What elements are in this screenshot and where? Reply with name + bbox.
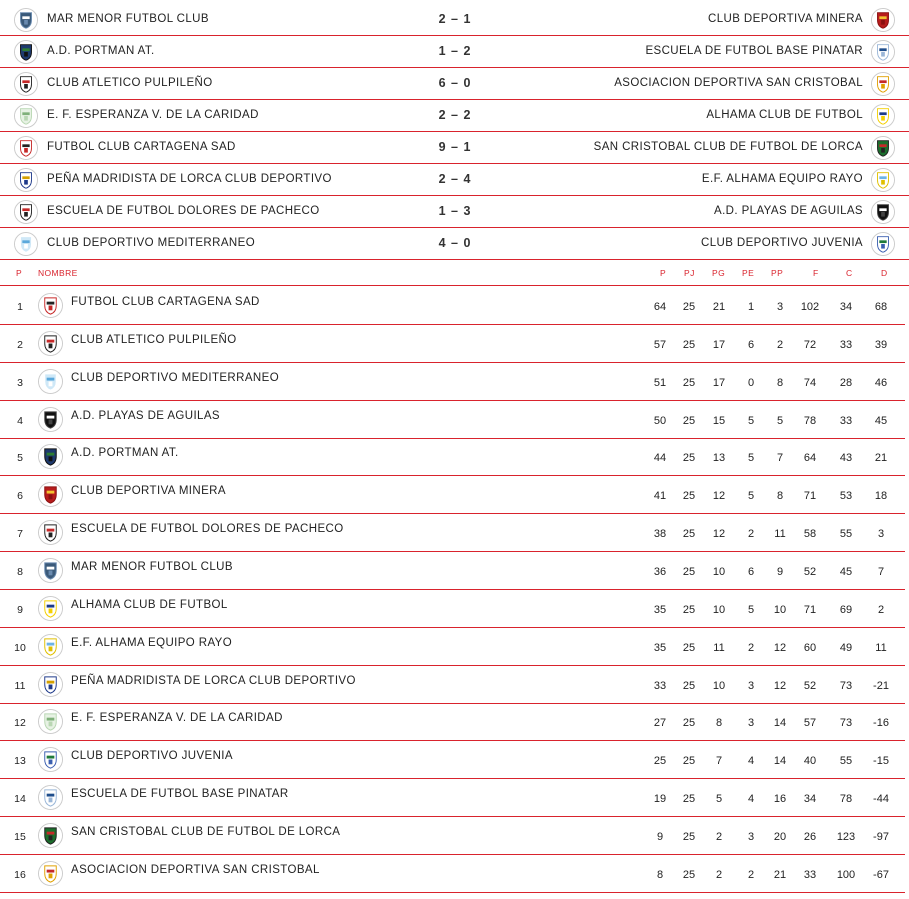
match-score[interactable]: 1 – 2 [438, 44, 472, 58]
stat-d: 45 [874, 414, 888, 427]
stat-c: 123 [836, 830, 856, 843]
home-team-name[interactable]: ESCUELA DE FUTBOL DOLORES DE PACHECO [47, 205, 320, 217]
header-pe: PE [742, 268, 755, 278]
standings-row[interactable] [0, 666, 905, 704]
standings-row[interactable] [0, 401, 905, 439]
standings-row[interactable] [0, 779, 905, 817]
stat-p: 50 [653, 414, 667, 427]
home-team-name[interactable]: PEÑA MADRIDISTA DE LORCA CLUB DEPORTIVO [47, 173, 332, 185]
cartagena-crest-icon [38, 293, 63, 318]
stat-pg: 15 [712, 414, 726, 427]
stat-pe: 6 [747, 565, 755, 578]
stat-d: 7 [877, 565, 885, 578]
header-pos: P [16, 268, 23, 278]
mediterraneo-crest-icon [14, 232, 38, 256]
team-name[interactable]: CLUB DEPORTIVO MEDITERRANEO [71, 371, 280, 384]
header-name: NOMBRE [38, 268, 78, 278]
home-team-name[interactable]: MAR MENOR FUTBOL CLUB [47, 13, 209, 25]
standings-row[interactable] [0, 514, 905, 552]
stat-d: -97 [873, 830, 889, 843]
san-cristobal-lorca-crest-icon [38, 823, 63, 848]
stat-d: 3 [877, 528, 885, 541]
dolores-pacheco-crest-icon [38, 520, 63, 545]
portman-crest-icon [38, 444, 63, 469]
stat-pp: 3 [776, 301, 784, 313]
alhama-crest-icon [38, 596, 63, 621]
stat-c: 73 [839, 717, 853, 730]
stat-p: 38 [653, 528, 667, 541]
stat-pj: 25 [682, 717, 696, 730]
match-score[interactable]: 2 – 1 [438, 12, 472, 26]
minera-crest-icon [871, 8, 895, 32]
stat-f: 33 [803, 868, 817, 881]
stat-pg: 21 [712, 301, 726, 313]
team-name[interactable]: E. F. ESPERANZA V. DE LA CARIDAD [71, 712, 283, 725]
stat-pj: 25 [682, 452, 696, 465]
team-name[interactable]: CLUB DEPORTIVA MINERA [71, 485, 226, 498]
stat-pg: 10 [712, 679, 726, 692]
stat-pg: 7 [715, 755, 723, 768]
stat-c: 55 [839, 528, 853, 541]
home-team-name[interactable]: CLUB ATLETICO PULPILEÑO [47, 77, 213, 89]
stat-pg: 5 [715, 793, 723, 806]
esperanza-crest-icon [38, 709, 63, 734]
stat-pj: 25 [682, 830, 696, 843]
position: 12 [14, 717, 26, 730]
position: 3 [17, 376, 23, 389]
stat-pe: 6 [747, 338, 755, 351]
stat-p: 57 [653, 338, 667, 351]
pena-madridista-crest-icon [14, 168, 38, 192]
stat-d: 39 [874, 338, 888, 351]
away-team-name[interactable]: ESCUELA DE FUTBOL BASE PINATAR [645, 45, 863, 57]
stat-pe: 5 [747, 414, 755, 427]
standings-row[interactable] [0, 287, 905, 325]
match-row[interactable] [0, 100, 909, 132]
home-team-name[interactable]: FUTBOL CLUB CARTAGENA SAD [47, 141, 236, 153]
playas-aguilas-crest-icon [871, 200, 895, 224]
esperanza-crest-icon [14, 104, 38, 128]
san-cristobal-lorca-crest-icon [871, 136, 895, 160]
stat-c: 33 [839, 338, 853, 351]
team-name[interactable]: CLUB DEPORTIVO JUVENIA [71, 750, 233, 763]
juvenia-crest-icon [38, 747, 63, 772]
dolores-pacheco-crest-icon [14, 200, 38, 224]
position: 11 [14, 679, 26, 692]
pulpileno-crest-icon [14, 72, 38, 96]
stat-pj: 25 [682, 376, 696, 389]
stat-pj: 25 [682, 528, 696, 541]
stat-f: 60 [803, 641, 817, 654]
stat-p: 9 [656, 830, 664, 843]
stat-pg: 11 [713, 641, 725, 654]
stat-f: 71 [803, 603, 817, 616]
header-d: D [881, 268, 888, 278]
away-team-name[interactable]: CLUB DEPORTIVA MINERA [708, 13, 863, 25]
stat-pp: 11 [774, 528, 786, 541]
team-name[interactable]: CLUB ATLETICO PULPILEÑO [71, 333, 237, 346]
stat-pg: 12 [712, 528, 726, 541]
stat-f: 34 [803, 793, 817, 806]
team-name[interactable]: A.D. PORTMAN AT. [71, 447, 179, 460]
position: 8 [17, 565, 23, 578]
stat-pg: 17 [712, 376, 726, 389]
team-name[interactable]: E.F. ALHAMA EQUIPO RAYO [71, 636, 233, 649]
pena-madridista-crest-icon [38, 672, 63, 697]
stat-p: 51 [653, 376, 667, 389]
stat-c: 34 [839, 301, 853, 313]
pinatar-crest-icon [38, 785, 63, 810]
header-f: F [813, 268, 819, 278]
stat-c: 100 [836, 868, 856, 881]
stat-f: 40 [803, 755, 817, 768]
stat-p: 35 [653, 641, 667, 654]
match-row[interactable] [0, 36, 909, 68]
stat-p: 44 [653, 452, 667, 465]
header-pp: PP [771, 268, 784, 278]
position: 7 [17, 528, 23, 541]
stat-f: 72 [803, 338, 817, 351]
stat-pe: 3 [747, 679, 755, 692]
stat-pp: 8 [776, 376, 784, 389]
match-score[interactable]: 2 – 4 [438, 172, 472, 186]
stat-d: 18 [874, 490, 888, 503]
stat-pe: 0 [747, 376, 755, 389]
stat-pe: 2 [747, 528, 755, 541]
stat-d: 11 [875, 641, 887, 654]
stat-pe: 3 [747, 717, 755, 730]
match-row[interactable] [0, 132, 909, 164]
home-team-name[interactable]: A.D. PORTMAN AT. [47, 45, 155, 57]
san-cristobal-crest-icon [871, 72, 895, 96]
match-score[interactable]: 4 – 0 [438, 236, 472, 250]
match-row[interactable] [0, 196, 909, 228]
stat-c: 28 [839, 376, 853, 389]
position: 15 [14, 830, 26, 843]
position: 13 [14, 755, 26, 768]
stat-d: 21 [874, 452, 888, 465]
stat-pg: 13 [712, 452, 726, 465]
stat-pp: 8 [776, 490, 784, 503]
position: 14 [14, 793, 26, 806]
stat-pg: 17 [712, 338, 726, 351]
away-team-name[interactable]: SAN CRISTOBAL CLUB DE FUTBOL DE LORCA [593, 141, 863, 153]
stat-f: 52 [803, 679, 817, 692]
stat-d: -67 [873, 868, 889, 881]
match-row[interactable] [0, 228, 909, 260]
stat-f: 71 [803, 490, 817, 503]
standings-row[interactable] [0, 628, 905, 666]
home-team-name[interactable]: E. F. ESPERANZA V. DE LA CARIDAD [47, 109, 259, 121]
stat-pj: 25 [682, 603, 696, 616]
standings-row[interactable] [0, 476, 905, 514]
stat-pe: 4 [747, 793, 755, 806]
stat-pe: 3 [747, 830, 755, 843]
team-name[interactable]: MAR MENOR FUTBOL CLUB [71, 560, 233, 573]
stat-c: 69 [839, 603, 853, 616]
pinatar-crest-icon [871, 40, 895, 64]
stat-pp: 10 [773, 603, 787, 616]
team-name[interactable]: PEÑA MADRIDISTA DE LORCA CLUB DEPORTIVO [71, 674, 356, 687]
match-score[interactable]: 6 – 0 [438, 76, 472, 90]
team-name[interactable]: FUTBOL CLUB CARTAGENA SAD [71, 296, 260, 308]
stat-pp: 12 [773, 641, 787, 654]
stat-p: 25 [653, 755, 667, 768]
match-row[interactable] [0, 164, 909, 196]
stat-f: 57 [803, 717, 817, 730]
position: 5 [17, 452, 23, 465]
position: 10 [14, 641, 26, 654]
stat-pp: 16 [773, 793, 787, 806]
stat-c: 53 [839, 490, 853, 503]
position: 4 [17, 414, 23, 427]
stat-pj: 25 [682, 338, 696, 351]
stat-pj: 25 [682, 755, 696, 768]
header-p: P [660, 268, 667, 278]
away-team-name[interactable]: E.F. ALHAMA EQUIPO RAYO [701, 173, 863, 185]
stat-p: 19 [653, 793, 667, 806]
away-team-name[interactable]: A.D. PLAYAS DE AGUILAS [714, 205, 863, 217]
stat-pe: 2 [747, 641, 755, 654]
away-team-name[interactable]: ASOCIACION DEPORTIVA SAN CRISTOBAL [614, 77, 863, 89]
stat-p: 8 [656, 868, 664, 881]
stat-f: 58 [803, 528, 817, 541]
stat-c: 55 [839, 755, 853, 768]
stat-p: 35 [653, 603, 667, 616]
stat-pg: 2 [715, 830, 723, 843]
standings-row[interactable] [0, 703, 905, 741]
position: 2 [17, 338, 23, 351]
stat-d: -16 [873, 717, 889, 730]
match-score[interactable]: 2 – 2 [438, 108, 472, 122]
stat-pe: 5 [747, 603, 755, 616]
stat-pp: 5 [776, 414, 784, 427]
standings-row[interactable] [0, 590, 905, 628]
stat-pg: 10 [712, 603, 726, 616]
stat-pp: 12 [773, 679, 787, 692]
stat-c: 49 [839, 641, 853, 654]
stat-pj: 25 [682, 679, 696, 692]
match-row[interactable] [0, 4, 909, 36]
stat-pe: 5 [747, 452, 755, 465]
stat-pp: 21 [773, 868, 787, 881]
position: 6 [17, 490, 23, 503]
pulpileno-crest-icon [38, 331, 63, 356]
stat-pe: 4 [747, 755, 755, 768]
mediterraneo-crest-icon [38, 369, 63, 394]
standings-row[interactable] [0, 438, 905, 476]
alhama-crest-icon [871, 104, 895, 128]
header-c: C [846, 268, 853, 278]
playas-aguilas-crest-icon [38, 407, 63, 432]
san-cristobal-crest-icon [38, 861, 63, 886]
stat-pe: 5 [747, 490, 755, 503]
stat-pj: 25 [682, 868, 696, 881]
stat-pe: 2 [747, 868, 755, 881]
standings-row[interactable] [0, 363, 905, 401]
standings-row[interactable] [0, 855, 905, 893]
position: 1 [17, 301, 23, 313]
stat-pp: 2 [776, 338, 784, 351]
stat-pj: 25 [682, 490, 696, 503]
stat-f: 52 [803, 565, 817, 578]
stat-pg: 10 [712, 565, 726, 578]
stat-d: 68 [874, 301, 888, 313]
minera-crest-icon [38, 482, 63, 507]
cartagena-crest-icon [14, 136, 38, 160]
stat-f: 26 [803, 830, 817, 843]
position: 9 [17, 603, 23, 616]
stat-c: 78 [839, 793, 853, 806]
home-team-name[interactable]: CLUB DEPORTIVO MEDITERRANEO [47, 237, 256, 249]
stat-pp: 9 [776, 565, 784, 578]
stat-pp: 20 [773, 830, 787, 843]
stat-f: 78 [803, 414, 817, 427]
team-name[interactable]: ESCUELA DE FUTBOL DOLORES DE PACHECO [71, 523, 344, 536]
stat-d: -15 [873, 755, 889, 768]
juvenia-crest-icon [871, 232, 895, 256]
match-row[interactable] [0, 68, 909, 100]
stat-p: 36 [653, 565, 667, 578]
stat-f: 64 [803, 452, 817, 465]
stat-p: 64 [653, 301, 667, 313]
header-pj: PJ [684, 268, 695, 278]
standings-header [0, 264, 909, 286]
stat-pg: 2 [715, 868, 723, 881]
standings-row[interactable] [0, 325, 905, 363]
stat-pp: 14 [773, 755, 787, 768]
match-score[interactable]: 9 – 1 [438, 140, 472, 154]
mar-menor-crest-icon [38, 558, 63, 583]
away-team-name[interactable]: ALHAMA CLUB DE FUTBOL [706, 109, 863, 121]
stat-pj: 25 [682, 301, 696, 313]
stat-d: 2 [877, 603, 885, 616]
stat-p: 41 [653, 490, 667, 503]
portman-crest-icon [14, 40, 38, 64]
stat-pj: 25 [682, 414, 696, 427]
stat-p: 33 [653, 679, 667, 692]
stat-pp: 7 [776, 452, 784, 465]
stat-pe: 1 [747, 301, 755, 313]
alhama-rayo-crest-icon [871, 168, 895, 192]
stat-pj: 25 [682, 793, 696, 806]
stat-c: 45 [839, 565, 853, 578]
standings-row[interactable] [0, 741, 905, 779]
stat-d: -44 [873, 793, 889, 806]
match-score[interactable]: 1 – 3 [438, 204, 472, 218]
stat-d: 46 [874, 376, 888, 389]
stat-pj: 25 [682, 565, 696, 578]
team-name[interactable]: ASOCIACION DEPORTIVA SAN CRISTOBAL [71, 863, 320, 876]
stat-d: -21 [873, 679, 889, 692]
position: 16 [14, 868, 26, 881]
standings-row[interactable] [0, 817, 905, 855]
team-name[interactable]: ALHAMA CLUB DE FUTBOL [71, 598, 228, 611]
stat-f: 102 [800, 301, 820, 313]
stat-pj: 25 [682, 641, 696, 654]
standings-row[interactable] [0, 552, 905, 590]
team-name[interactable]: A.D. PLAYAS DE AGUILAS [71, 409, 220, 422]
stat-pg: 12 [712, 490, 726, 503]
away-team-name[interactable]: CLUB DEPORTIVO JUVENIA [701, 237, 863, 249]
alhama-rayo-crest-icon [38, 634, 63, 659]
team-name[interactable]: SAN CRISTOBAL CLUB DE FUTBOL DE LORCA [71, 825, 341, 838]
mar-menor-crest-icon [14, 8, 38, 32]
team-name[interactable]: ESCUELA DE FUTBOL BASE PINATAR [71, 788, 289, 801]
stat-p: 27 [653, 717, 667, 730]
header-pg: PG [712, 268, 726, 278]
stat-c: 33 [839, 414, 853, 427]
stat-pg: 8 [715, 717, 723, 730]
stat-pp: 14 [773, 717, 787, 730]
stat-c: 43 [839, 452, 853, 465]
stat-c: 73 [839, 679, 853, 692]
stat-f: 74 [803, 376, 817, 389]
